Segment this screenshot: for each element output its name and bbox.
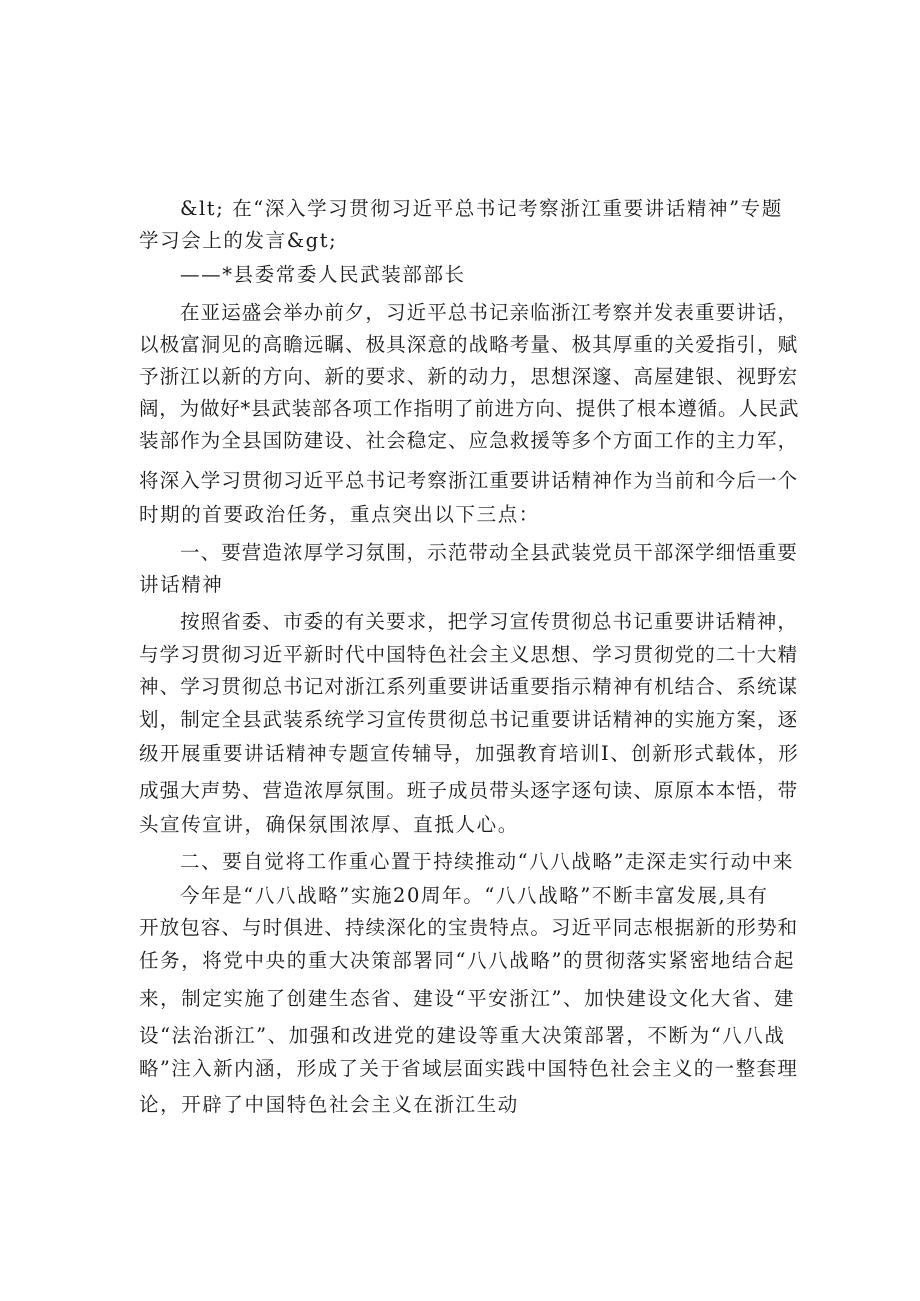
speaker-line: ——*县委常委人民武装部部长 <box>180 263 466 286</box>
section-body-line: 论，开辟了中国特色社会主义在浙江生动 <box>139 1093 519 1116</box>
intro-line: 以极富洞见的高瞻远瞩、极具深意的战略考量、极其厚重的关爱指引，赋 <box>139 333 799 356</box>
section-body-line: 今年是“八八战略”实施20周年。“八八战略”不断丰富发展,具有 <box>180 884 769 907</box>
section-heading-line: 二、要自觉将工作重心置于持续推动“八八战略”走深走实行动中来 <box>180 850 794 873</box>
section-heading-line: 一、要营造浓厚学习氛围，示范带动全县武装党员干部深学细悟重要 <box>180 541 799 564</box>
section-body-line: 设“法治浙江”、加强和改进党的建设等重大决策部署，不断为“八八战 <box>139 1024 786 1047</box>
section-body-line: 头宣传宣讲，确保氛围浓厚、直抵人心。 <box>139 813 519 836</box>
section-body-line: 任务，将党中央的重大决策部署同“八八战略”的贯彻落实紧密地结合起 <box>139 949 796 972</box>
section-heading-line: 讲话精神 <box>139 573 224 596</box>
document-title-line: &lt; 在“深入学习贯彻习近平总书记考察浙江重要讲话精神”专题 <box>180 197 783 220</box>
intro-line: 装部作为全县国防建设、社会稳定、应急救援等多个方面工作的主力军， <box>139 429 799 452</box>
intro-line: 时期的首要政治任务，重点突出以下三点： <box>139 503 540 526</box>
section-body-line: 与学习贯彻习近平新时代中国特色社会主义思想、学习贯彻党的二十大精 <box>139 643 799 666</box>
section-body-line: 来，制定实施了创建生态省、建设“平安浙江”、加快建设文化大省、建 <box>139 987 796 1010</box>
section-body-line: 划，制定全县武装系统学习宣传贯彻总书记重要讲话精神的实施方案，逐 <box>139 708 799 731</box>
intro-line: 阔，为做好*县武装部各项工作指明了前进方向、提供了根本遵循。人民武 <box>139 397 800 420</box>
section-body-line: 成强大声势、营造浓厚氛围。班子成员带头逐字逐句读、原原本本悟，带 <box>139 779 799 802</box>
section-body-line: 略”注入新内涵，形成了关于省域层面实践中国特色社会主义的一整套理 <box>139 1057 799 1080</box>
section-body-line: 级开展重要讲话精神专题宣传辅导，加强教育培训I、创新形式载体，形 <box>139 742 800 765</box>
intro-line: 在亚运盛会举办前夕，习近平总书记亲临浙江考察并发表重要讲话， <box>180 301 799 324</box>
section-body-line: 按照省委、市委的有关要求，把学习宣传贯彻总书记重要讲话精神， <box>180 610 799 633</box>
section-body-line: 开放包容、与时俱进、持续深化的宝贵特点。习近平同志根据新的形势和 <box>139 916 799 939</box>
section-body-line: 神、学习贯彻总书记对浙江系列重要讲话重要指示精神有机结合、系统谋 <box>139 675 799 698</box>
intro-line: 予浙江以新的方向、新的要求、新的动力，思想深邃、高屋建银、视野宏 <box>139 365 799 388</box>
document-title-line: 学习会上的发言&gt; <box>139 229 338 252</box>
intro-line: 将深入学习贯彻习近平总书记考察浙江重要讲话精神作为当前和今后一个 <box>139 469 799 492</box>
